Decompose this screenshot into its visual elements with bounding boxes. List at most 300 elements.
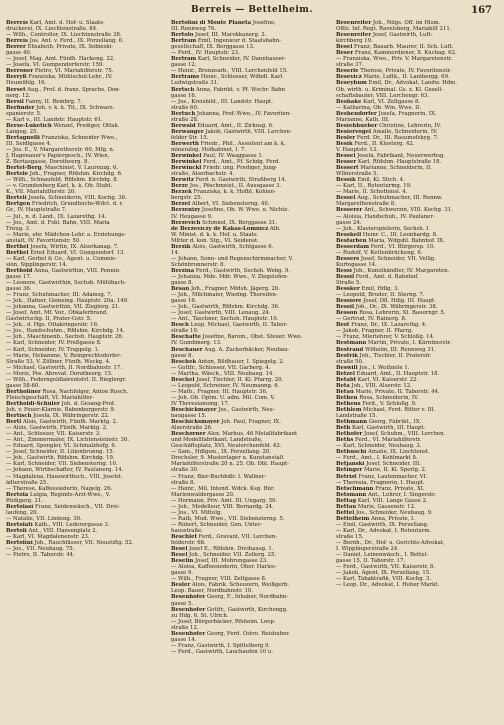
- entry-surname: Berwanger: [171, 128, 204, 135]
- entry-surname: Bertolati: [6, 521, 33, 528]
- entry-details: — Bernh., Dr., Hof- u. Gerichts-Advokat,: [336, 540, 445, 547]
- entry-details: Friedr. ung. Prediger, Jung-: [201, 165, 278, 172]
- entry-details: Georg, Fabrikt., IX.: [367, 419, 422, 426]
- entry-details: Joh., VIII. Alserstr. 12.: [349, 382, 412, 389]
- entry-details: Alois, Fabrik. Scheuzern, Weißgerb.: [190, 582, 290, 589]
- entry-surname: Besik: [336, 140, 353, 147]
- entry-details: Josef E., Rfdshm. Dreihausg. 1.: [187, 546, 274, 553]
- entry-details: — Josef, Gastwirth, VIII. Lenaug. 24.: [171, 310, 271, 317]
- entry-details: — Jos., Handschuhm., Rfdshm. Kirchdg. 14.: [6, 328, 125, 335]
- entry-surname: Berreis: [6, 20, 28, 26]
- entry-details: Karl, VIII. Lange Gasse 2.: [356, 497, 428, 504]
- entry-details: — Wilh., Federngeldlairentstrl. II. Rieglergr.: [6, 376, 127, 383]
- entry-details: straße 60.: [171, 104, 199, 111]
- entry-details: Karl, VI. Zeltgasse 8.: [361, 98, 421, 105]
- entry-details: — Josef, Amt. Mf. Vor., Obkaferbrand.: [6, 310, 108, 317]
- entry-details: Kurtogasse 14.: [336, 261, 377, 268]
- entry-details: sion, Sipplingerstr. 14.: [6, 261, 68, 268]
- entry-surname: Best: [336, 322, 350, 329]
- entry-surname: Bertholdi-Schüler: [6, 400, 60, 407]
- entry-details: Franz, Dr., IX. Lazarethg. 4.: [349, 322, 427, 329]
- entry-surname: Bertolo: [171, 32, 194, 39]
- entry-surname: Besskell: [336, 231, 362, 238]
- entry-details: — Aloisa, Kaffeesiederin, Ober. Harles-: [171, 564, 277, 571]
- entry-surname: Bertram: [171, 56, 197, 63]
- entry-details: I. Wipplingerstraße 24.: [336, 546, 400, 553]
- entry-surname: Bessker: [336, 286, 360, 293]
- entry-details: — Jos., Amt. d. Fsbl. Bahn, VIII. Maria: [6, 219, 110, 226]
- entry-surname: Bertolasi: [6, 503, 34, 510]
- entry-details: Josef, Gastwirth, Luft-: [371, 32, 433, 39]
- entry-surname: Bessers: [336, 255, 360, 262]
- running-title: Berreis — Bettelheim.: [191, 5, 313, 15]
- directory-entry: [6, 552, 167, 558]
- entry-details: Ferd., Gravant, VII. Lerchen-: [196, 533, 278, 540]
- entry-details: Jos., Schneider, Neubaug. 9.: [354, 509, 433, 516]
- entry-surname: Besserdam: [336, 243, 370, 250]
- entry-details: K., VII. Mariahilferstr. 20.: [6, 189, 76, 196]
- entry-details: gasse 58-60.: [6, 382, 41, 389]
- entry-details: Treug. 3.: [6, 225, 31, 232]
- entry-details: — Leop. Dr., Advokat, I. Hoher Markt.: [336, 582, 440, 589]
- entry-details: — Daniel, Leinenwäsch., I. Bettel-: [336, 552, 428, 559]
- entry-surname: Berrer: [6, 44, 26, 51]
- entry-surname: Bessil: [336, 273, 354, 280]
- entry-details: Wilhelm, III. Rennweg 31.: [363, 346, 436, 353]
- entry-surname: Betjanski: [336, 461, 365, 468]
- entry-details: Emil, Hdlg. 3.: [359, 286, 400, 293]
- entry-surname: Besser: [336, 159, 357, 166]
- entry-surname: Berzevich: [171, 219, 201, 226]
- entry-surname: Berzek: [171, 189, 192, 196]
- entry-details: — Wilh., Fragner, VIII. Zeltgasse 8.: [171, 576, 267, 583]
- entry-details: Fanny, II. Rembrg. 7.: [23, 98, 83, 105]
- entry-details: gasse 16.: [171, 298, 197, 305]
- entry-details: — Karl, Gerbel & Co., Agent. u. Commis-: [6, 255, 117, 262]
- entry-details: — Karl, Schneider, VII. Siebensterng. 10.: [6, 461, 118, 468]
- entry-details: Ernst Eduard, VI. Gumpendorf. 13.: [28, 249, 126, 256]
- entry-details: Straße 53, V. Zöllner, Fünfh. Wsckg. 4.: [6, 358, 111, 365]
- entry-details: Margarethenstraße 8.: [336, 201, 396, 208]
- entry-surname: Besson: [336, 310, 358, 317]
- entry-surname: Besenhofer: [171, 594, 206, 601]
- entry-surname: Bethlem: [336, 407, 362, 413]
- entry-details: straße, Alserbachstr. 4.: [171, 171, 235, 178]
- entry-details: — Franziska, Wwe., Priv. V. Margaretenstr.: [336, 56, 453, 63]
- entry-surname: Besan: [171, 286, 190, 293]
- entry-surname: Bertele: [6, 171, 29, 178]
- entry-details: — Emil, Gastwirth, IX. Porzellang.: [336, 521, 429, 528]
- entry-details: Heinr., Schlosser, Wdbdl. Karl.: [199, 74, 284, 81]
- entry-surname: Berryß: [6, 74, 27, 81]
- entry-surname: Berthold: [6, 267, 33, 274]
- entry-surname: Bestmann: [336, 340, 367, 347]
- entry-surname: Berwald: [171, 122, 196, 129]
- entry-details: Franz, Seidenwäsch., VII. Drei-: [33, 503, 120, 510]
- entry-details: — Math., Fragner, III. Hauptstr. 36.: [171, 388, 268, 395]
- entry-surname: Besserer: [336, 207, 363, 214]
- entry-surname: Berroner: [6, 68, 34, 75]
- entry-surname: Berwinckl: [171, 165, 202, 172]
- column-2: [171, 20, 332, 655]
- entry-details: Karl, VI. Kaiserstr. 22.: [356, 376, 419, 383]
- entry-details: druckerei, IX. Liechtenstraße. 84.: [6, 26, 98, 33]
- entry-surname: Besler: [171, 582, 191, 589]
- entry-details: gasse 9.: [171, 570, 194, 577]
- entry-surname: Besevicz: [336, 74, 362, 81]
- entry-details: Gastwirtschg. II, Prater-Gstr. 5.: [6, 316, 92, 323]
- entry-details: — Rath, Mud. Wwe., VII. Siebensterng. 5.: [171, 515, 285, 522]
- entry-surname: Beschel: [171, 376, 195, 383]
- entry-details: Marienwaldergasse 20.: [171, 491, 235, 498]
- entry-details: Josef, III. Marokkanerg. 3.: [193, 32, 267, 39]
- entry-details: — Therese, Kaffeesiederin, Nagelg. 26.: [6, 485, 113, 492]
- entry-details: Kath., VIII. Lederergasse 3.: [32, 521, 110, 528]
- entry-details: Marianne, Kath. III.: [336, 116, 390, 123]
- entry-details: — Alois, Gastwirth, Fünfh. Marktg. 2.: [6, 425, 108, 432]
- entry-details: Josef, Schuhm., VIII. Lerchen.: [362, 431, 446, 438]
- entry-surname: Bessik: [336, 177, 356, 184]
- entry-details: felderstr. 68.: [171, 540, 206, 547]
- entry-details: baugasse 15.: [171, 413, 207, 420]
- entry-surname: Bettel: [336, 509, 355, 516]
- entry-details: gasse 15, II. Taborstr. 17.: [336, 558, 406, 565]
- entry-details: — Robert, Schneider, Gen. Unter-: [171, 521, 263, 528]
- entry-details: straße 15.: [336, 533, 364, 540]
- entry-details: — Martha, Wäsch., VIII. Neubaug. 14.: [171, 370, 275, 377]
- entry-details: Johanna, Prof.-Wwe., IV. Favoriten-: [195, 110, 292, 117]
- entry-details: Ferd., Gastwirth, Sechsh. Webg. 9.: [194, 267, 291, 274]
- entry-details: Mitter d. kon. Stg., VI. Seidenst.: [171, 237, 259, 244]
- entry-details: Offiz. Inf. Regt. Ravelsberg, Mariahilf 211.: [336, 26, 452, 33]
- entry-details: — Marie, II. Schottensl. 4.: [336, 189, 408, 196]
- entry-details: Josef, III. Mohrengasse 23.: [193, 558, 268, 565]
- entry-details: — Josef, Mag. Amt. Fünfh. Hackeng. 22.: [6, 56, 115, 63]
- entry-details: Franziska, Schneider Wwe.,: [39, 134, 118, 141]
- entry-details: nerg. 12.: [6, 92, 31, 99]
- directory-entry: [171, 649, 332, 655]
- entry-details: W. Minist. d. k. k. Hof. u. Staats.: [171, 231, 259, 238]
- entry-surname: Bethuschi: [336, 449, 367, 456]
- entry-details: gasse 14.: [171, 636, 197, 643]
- entry-details: Franziska, k. k. Hofbl. Kohlen-: [191, 189, 276, 196]
- entry-surname: Bertsch: [171, 86, 195, 93]
- entry-details: Schmied, IX. Berggasse 31.: [200, 219, 277, 226]
- entry-surname: Bestrik: [336, 352, 358, 359]
- entry-details: straße 12.: [171, 624, 199, 631]
- entry-details: zu Hdg. 6, St. Ulrich.: [171, 612, 229, 619]
- entry-details: — Ferd., Gastwirth, VII. Kaiserstr. 8.: [336, 564, 436, 571]
- entry-details: Luigia, Regimts-Arzt-Wwe., V.: [28, 491, 111, 498]
- entry-details: — Karl, II., Rotenturmg. 19.: [336, 183, 412, 190]
- entry-details: Marie, II. Kl. Sperlg. 2.: [362, 467, 427, 474]
- entry-details: Rosa, Schneiderin, IV.: [357, 394, 419, 401]
- entry-details: — Johann, Wirthschafter, IV. Paulanerg. 14.: [6, 467, 124, 474]
- entry-details: Gr., IV. Hauptstraße 7.: [6, 207, 67, 214]
- entry-details: — Joh., Gastwirth, Rfdshm. Kirchdg. 36.: [171, 304, 280, 311]
- entry-details: III. Seidlgasse 4.: [6, 140, 52, 147]
- entry-details: — Joh., Milchmaier, Wiedng. Thereifen-: [171, 292, 278, 299]
- entry-surname: Betrist: [336, 473, 357, 480]
- entry-details: — Josefa, VI. Gumpendorferstr. 159.: [6, 62, 105, 69]
- entry-surname: Beschickmayer: [171, 407, 217, 413]
- entry-details: — Aloisia, Handschuh., IV. Paulaner-: [336, 213, 435, 220]
- entry-details: gasse 8.: [171, 352, 194, 359]
- entry-details: Ludwigstraße 31.: [171, 80, 219, 87]
- entry-surname: Bessil: [336, 304, 354, 311]
- entry-details: Alois, Gastwirth, Fünfh. Marktg. 2.: [21, 419, 118, 426]
- entry-details: Joh., Schneider, VII. Zollerg. 25.: [187, 552, 277, 559]
- entry-details: Pietro, VI. Mariahilferstr. 75.: [33, 68, 114, 75]
- entry-surname: Berwitz: [171, 177, 194, 184]
- entry-surname: Besenreiter: [336, 32, 372, 39]
- entry-details: Joh. Paul, Fragner, IX.: [219, 419, 281, 426]
- entry-details: 14.: [171, 249, 180, 256]
- entry-details: Wenzel, Prediger, Ottak.: [51, 122, 120, 129]
- entry-details: Heinr. C., III. Leonhardg. 8.: [361, 231, 438, 238]
- entry-details: — Franz, Schuhmacher, III. Adamsg. 7.: [6, 292, 113, 299]
- entry-details: — Hermann, Priv. Amt. III. Ungarg. 50.: [171, 497, 278, 504]
- entry-surname: Besfarben: [336, 237, 367, 244]
- directory-entry: [336, 582, 497, 588]
- entry-surname: Bertuch: [171, 110, 196, 117]
- entry-details: — Ant., Taschner, Sechsh. Hauptstr. 10.: [171, 316, 279, 323]
- entry-details: kirchberg 19.: [336, 38, 373, 45]
- entry-details: Josefa, Wirtin, IX. Alserkanag. 7.: [28, 243, 119, 250]
- entry-details: Joh., Ndgs. Off. im Hlsm.: [371, 20, 441, 26]
- entry-details: Christine, Lehrerin, IV.: [377, 122, 442, 129]
- entry-details: Georg, Ferd. Ostro. Reishuber.: [205, 630, 290, 637]
- entry-details: Josefa, Fragnerin, IX.: [376, 110, 437, 117]
- entry-surname: Berze: [171, 183, 189, 190]
- entry-details: — Wilh., Schnaufeld, Rfdshm. Kirchdg. 8.: [6, 177, 119, 184]
- entry-details: Aug., Prof. d. franz. Sprache, Don-: [25, 86, 121, 93]
- entry-details: Rüdigerg. 21.: [6, 497, 44, 504]
- entry-surname: Bettau: [336, 503, 357, 510]
- entry-details: — Sam., Hdlgsm., IX. Porzellang. 20.: [171, 449, 271, 456]
- entry-surname: Beshendorfer: [336, 110, 377, 117]
- entry-surname: Betschmann: [336, 485, 374, 492]
- entry-surname: Bertel-Berg: [6, 165, 42, 172]
- entry-details: — Pietro, II. Taborstr. 44.: [6, 552, 75, 559]
- entry-details: Ferd., Amt., Pf. Schdg. Ferd.: [201, 159, 281, 166]
- entry-details: Ferd., II. Klosterg. 42.: [352, 140, 415, 147]
- entry-details: Marie, Luftk., II. Lambergg. 69.: [361, 74, 450, 81]
- entry-details: Friedr., Phil., Assistent am k. k.: [198, 140, 286, 147]
- entry-details: Marie, Gassenstr. 12.: [356, 503, 416, 510]
- entry-details: Joh., Tischler, II. Pratersfr.: [357, 352, 432, 359]
- entry-details: Leop. Bauer, Nordbahnstr. 10.: [171, 588, 253, 595]
- entry-details: — Jakob, Fragner, II. Pfarrg.: [336, 328, 414, 335]
- entry-surname: Besel: [171, 546, 188, 553]
- entry-details: straße 30.: [171, 467, 199, 474]
- entry-surname: Beseyhum: [336, 80, 367, 87]
- entry-details: — Theresia, Fragnerin, I. Haupt.: [336, 479, 425, 486]
- entry-surname: Bessiere: [336, 298, 362, 305]
- entry-details: straße 19.: [171, 328, 199, 335]
- entry-surname: Berzenizy: [171, 207, 201, 214]
- entry-details: mineralog. Hofkabinet, I. 7.: [171, 146, 247, 153]
- entry-details: Joh. d. Gesang-Prof.: [59, 400, 116, 407]
- entry-surname: Berwerth: [171, 140, 199, 147]
- entry-details: Marie, Private, II. Taborstr. 44.: [353, 388, 440, 395]
- entry-details: Leop. Michael, Gastwirth, II. Tabor-: [189, 322, 288, 329]
- entry-details: Josef, Dfl. Hdlg. III. Haupt.: [361, 298, 436, 305]
- entry-details: Eduard, Amt., II. Zirkusg. 6.: [195, 122, 274, 129]
- entry-details: Joh., Dr., IX. Währingerstr. 38.: [354, 304, 438, 311]
- entry-details: Michael, Ferd. Ritter v. III.: [361, 407, 436, 413]
- entry-details: — Jos., Kreisbild., III. Landstr. Haupt.: [171, 98, 273, 105]
- entry-details: hausstraße.: [171, 527, 203, 534]
- entry-surname: Berse-Luketich: [6, 122, 52, 129]
- entry-details: gasse 36.: [6, 286, 32, 293]
- entry-surname: Bethmann: [336, 419, 368, 426]
- page-number: 167: [471, 5, 492, 16]
- entry-details: straße 50.: [336, 358, 364, 365]
- entry-details: — Jakob, Agent, IX. Porzellang. 15.: [336, 570, 431, 577]
- page-header: [6, 5, 498, 18]
- entry-details: Drechsler, 9. Musterlager u. Kunstanstalt: [171, 455, 284, 462]
- entry-details: Joh. v. Feuer-Klarnie, Babenbergerstr. 9.: [6, 407, 116, 413]
- entry-details: Heumühlg. 16.: [6, 80, 47, 87]
- entry-details: — Ferd., Amt., I. Kohlmarkt 8.: [336, 455, 418, 462]
- entry-details: — Franz, Gastwirth, I. Spittelberg 9.: [171, 642, 271, 649]
- entry-details: Josefa, IX. Währingerstr. 22.: [31, 413, 110, 420]
- entry-details: IV. Heugasse 9.: [171, 213, 213, 220]
- entry-details: — Magdalena, Hauswirthsch., VIII. Josefst.: [6, 473, 123, 480]
- entry-surname: Beschorner: [171, 431, 206, 438]
- entry-details: Emil, Kl. Stich. 4.: [355, 177, 405, 184]
- entry-details: Alb.: [268, 225, 281, 232]
- entry-surname: Besenhofer: [171, 630, 206, 637]
- entry-details: gasse 17.: [6, 273, 32, 280]
- entry-details: anstalt, IV. Favoritenstr. 50.: [6, 237, 81, 244]
- entry-details: Anton, Bildhauer, I. Spiegelg. 2.: [196, 358, 285, 365]
- entry-details: und Modellfabrikant, Landstraße,: [171, 437, 263, 444]
- entry-details: — Karl, Dr., Advokat, I. Rotenturm.: [336, 527, 432, 534]
- entry-surname: Bethofer: [336, 431, 363, 438]
- entry-surname: Bertoli: [6, 527, 27, 534]
- entry-details: — Natalie, VII. Lindeng. 30.: [6, 515, 82, 522]
- entry-surname: Besel: [336, 44, 353, 51]
- entry-surname: Bethen: [336, 394, 358, 401]
- entry-details: Landstraße 15.: [336, 413, 378, 420]
- entry-details: Ferd. Dr., III. Rasumofskyg. 7.: [355, 134, 439, 141]
- entry-details: — Ant., Schlosser, VII. Kaiserstr. 3.: [6, 431, 101, 438]
- entry-details: straße 28.: [171, 116, 199, 123]
- entry-details: — Ant., Zimmermaler, IX. Lichtensteinstr. 30.: [6, 437, 130, 444]
- entry-details: Joh., Fragner, Mfdsh. Jägerg. 20.: [189, 286, 280, 293]
- entry-details: — Jos., VII. Neubaug. 75.: [6, 546, 75, 553]
- columns: [6, 20, 498, 655]
- entry-details: Elisabeth, Private, IX. Sobieski-: [25, 44, 114, 51]
- entry-surname: Beschlet: [171, 533, 197, 540]
- entry-details: Eduard, Amt., II. Hauptstr. 18.: [354, 370, 440, 377]
- entry-surname: Berset: [6, 86, 26, 93]
- entry-details: — Johanna, Mde. Mdr. Wwe., V. Ziegelofen-: [171, 273, 289, 280]
- entry-details: — Karl, Tabaktrafik, VIII. Kochg. 3.: [336, 576, 432, 583]
- entry-details: Anna, Fabrikt. v. Pf. Wschr. Bahn: [194, 86, 285, 93]
- entry-details: — Wilh., Controllor, IX. Liechtenstraße 38.: [6, 32, 122, 39]
- entry-details: V. Hauptstr. 13.: [336, 146, 378, 153]
- entry-details: — Joh., d. Hgs. Ottakringerstr. 16.: [6, 322, 99, 329]
- entry-details: Langeg. 25.: [6, 128, 39, 135]
- entry-details: — Franz, Bier-Buchhdlr. I. Wallner-: [171, 473, 267, 480]
- entry-surname: Bessel: [336, 195, 356, 202]
- entry-details: — Ferd., IV. Hauptstr. 23.: [171, 50, 240, 57]
- entry-details: Rosa, Lehrerin, XI. Bauerngr. 5.: [357, 310, 446, 317]
- entry-surname: Beser: [336, 50, 354, 57]
- entry-details: Marianne, Schneiderin, II.: [358, 165, 432, 172]
- column-1: [6, 20, 167, 655]
- entry-details: III. Rennweg 76.: [171, 26, 217, 33]
- entry-details: — Josef, Schneider, II. Lilienbrunng. 15.: [6, 449, 115, 456]
- entry-details: Joh., Rauchfässer, VII. Neustiftg. 52.: [32, 540, 134, 547]
- entry-surname: Berthel: [6, 243, 29, 250]
- entry-details: IV. Gumbmerg. 13.: [171, 340, 222, 347]
- entry-details: , Maschinist, V. Laurenzg. 6.: [41, 165, 119, 172]
- entry-details: bergstr. 25.: [171, 195, 203, 202]
- entry-details: — Heinr., Mil. Intend. Wdck. Ksg. Bür.: [171, 485, 275, 492]
- entry-surname: Berteli: [6, 195, 27, 202]
- entry-surname: Bersil: [6, 98, 24, 105]
- entry-details: — Marie, Hebamme, V. Reinprechtsdorfer-: [6, 352, 122, 359]
- entry-details: Ferd., V. Schloßg. 9.: [360, 400, 417, 407]
- entry-details: — Gottfr., Schlosser, VII. Garberg. 4.: [171, 364, 271, 371]
- entry-details: — Josef, Bürgerbäcker, Rfsheim. Leop.: [171, 618, 276, 625]
- entry-details: Jos. Ant. v. Ferd., IX. Porzellang. 6.: [28, 38, 124, 45]
- entry-details: Amalie, IX. Liechtenst.: [366, 449, 430, 456]
- entry-details: Franz, Kammerdiener, X. Kuchag. 62.: [353, 50, 457, 57]
- entry-surname: Beths: [336, 437, 354, 444]
- entry-details: — Leopold, Bruder, II. Sterng. 7.: [336, 292, 425, 299]
- entry-details: — Gertrud, IV. Rainerg. 8.: [336, 316, 407, 323]
- entry-details: Martin, Private, I. Kärntnerstr.: [366, 340, 452, 347]
- entry-details: Josefine,: [251, 20, 276, 26]
- entry-surname: Bessert: [336, 165, 359, 172]
- entry-details: Franz, Lautenmacher, VI.: [356, 473, 428, 480]
- entry-details: gasse 24.: [336, 219, 362, 226]
- entry-details: Ferd., VI. Mariahilferstr.: [353, 437, 422, 444]
- entry-details: Karl, Schneider, IV. Dannhauser-: [196, 56, 287, 63]
- entry-details: — Karl, VI. Magdalenenstr. 23.: [6, 533, 90, 540]
- entry-details: Franz, Bauarb. Maurer, II. Sch. Luft.: [352, 44, 454, 51]
- entry-details: Josef, Schneider, III.: [364, 461, 421, 468]
- entry-surname: Beta: [336, 382, 350, 389]
- entry-details: gasse 40.: [6, 50, 32, 57]
- entry-details: Josef, Tischler, II. Kl. Pfarrg. 20.: [194, 376, 284, 383]
- entry-details: Jakob, Gastwirth, VIII. Lerchen-: [203, 128, 292, 135]
- entry-surname: Berzel: [171, 201, 191, 208]
- entry-details: Franz, Private, XI.: [373, 485, 425, 492]
- entry-details: gasse 8.: [171, 280, 194, 287]
- entry-surname: Beserle: [336, 68, 359, 75]
- entry-details: Ob. wirth. u. Kriminal. Gs. z. Kl. Gesell-: [336, 86, 443, 93]
- entry-surname: Besenhofer: [171, 606, 206, 613]
- entry-details: Josefine, Ob. W. Wwe. u. Nichte.: [200, 207, 290, 214]
- entry-surname: Beshake: [336, 98, 362, 105]
- entry-details: — v. Grundenberg Karl, k. k. Ob. Stabt.: [6, 183, 113, 190]
- entry-details: Emil, Ingenieur d. Staatsbahn-: [196, 38, 281, 45]
- entry-details: Aug. A. Zuckerbäcker, Neubau-: [202, 346, 290, 353]
- entry-details: — Joh., Gastwirth, Rfdshm. Kirchdg. 19.: [6, 455, 115, 462]
- entry-details: Ant., Schwerzin, VIII. Kochg. 31.: [362, 207, 453, 214]
- entry-details: Karl, Amt. d. Hof- u. Staats-: [28, 20, 105, 26]
- entry-details: spanierstr. 5.: [6, 110, 42, 117]
- entry-surname: Bertolini di Monte Planeta: [171, 20, 252, 26]
- entry-details: — Ferd., Gastwirth, Lauchaufen 10 u.: [171, 648, 274, 655]
- entry-details: Aug., Schuhmacher, III. Rennw.: [355, 195, 443, 202]
